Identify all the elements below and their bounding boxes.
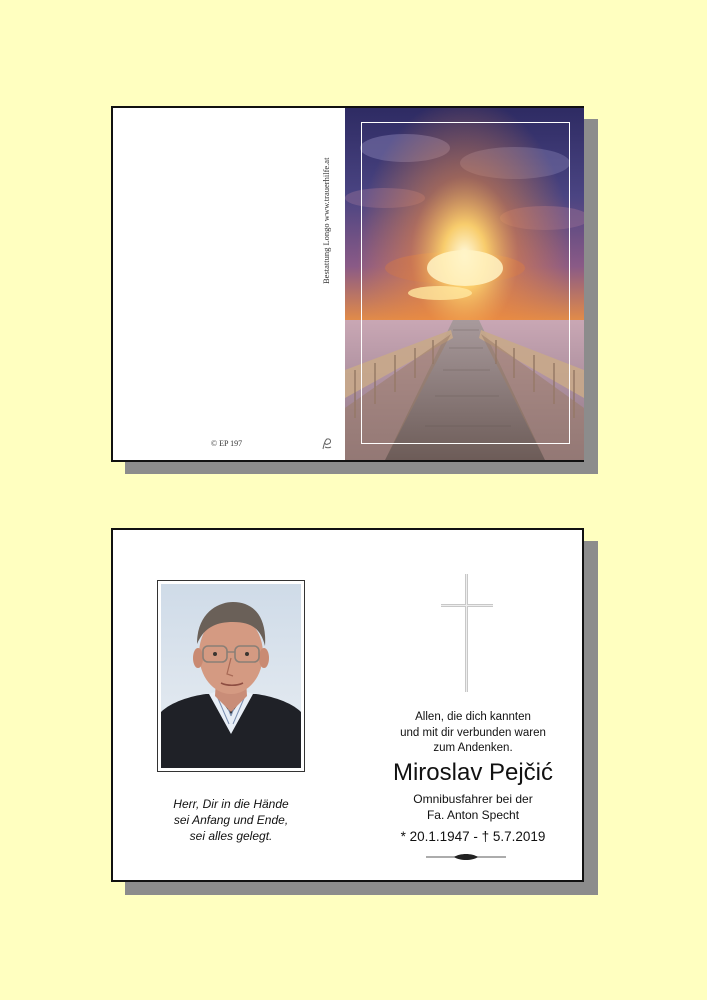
memorial-card-inside: [111, 528, 584, 882]
memorial-card-front: [111, 106, 584, 462]
ornament-divider-icon: [426, 852, 506, 862]
dedication-text: Allen, die dich kannten und mit dir verbunden waren zum Andenken.: [400, 711, 546, 754]
copyright-note: © EP 197: [211, 439, 243, 448]
photo-frame-border: [361, 122, 570, 444]
cross-icon: [441, 574, 493, 694]
occupation-text: Omnibusfahrer bei der Fa. Anton Specht: [413, 792, 533, 822]
funeral-home-imprint: Bestattung Longo www.trauerhilfe.at: [321, 157, 331, 284]
deceased-name: Miroslav Pejčić: [392, 759, 554, 786]
signature-mark-icon: [319, 436, 335, 452]
verse-text: Herr, Dir in die Hände sei Anfang und Ende, sei alles gelegt.: [173, 797, 289, 843]
sunset-pier-photo: [345, 108, 584, 460]
life-dates: * 20.1.1947 - † 5.7.2019: [400, 829, 546, 844]
portrait-photo: [157, 580, 305, 772]
